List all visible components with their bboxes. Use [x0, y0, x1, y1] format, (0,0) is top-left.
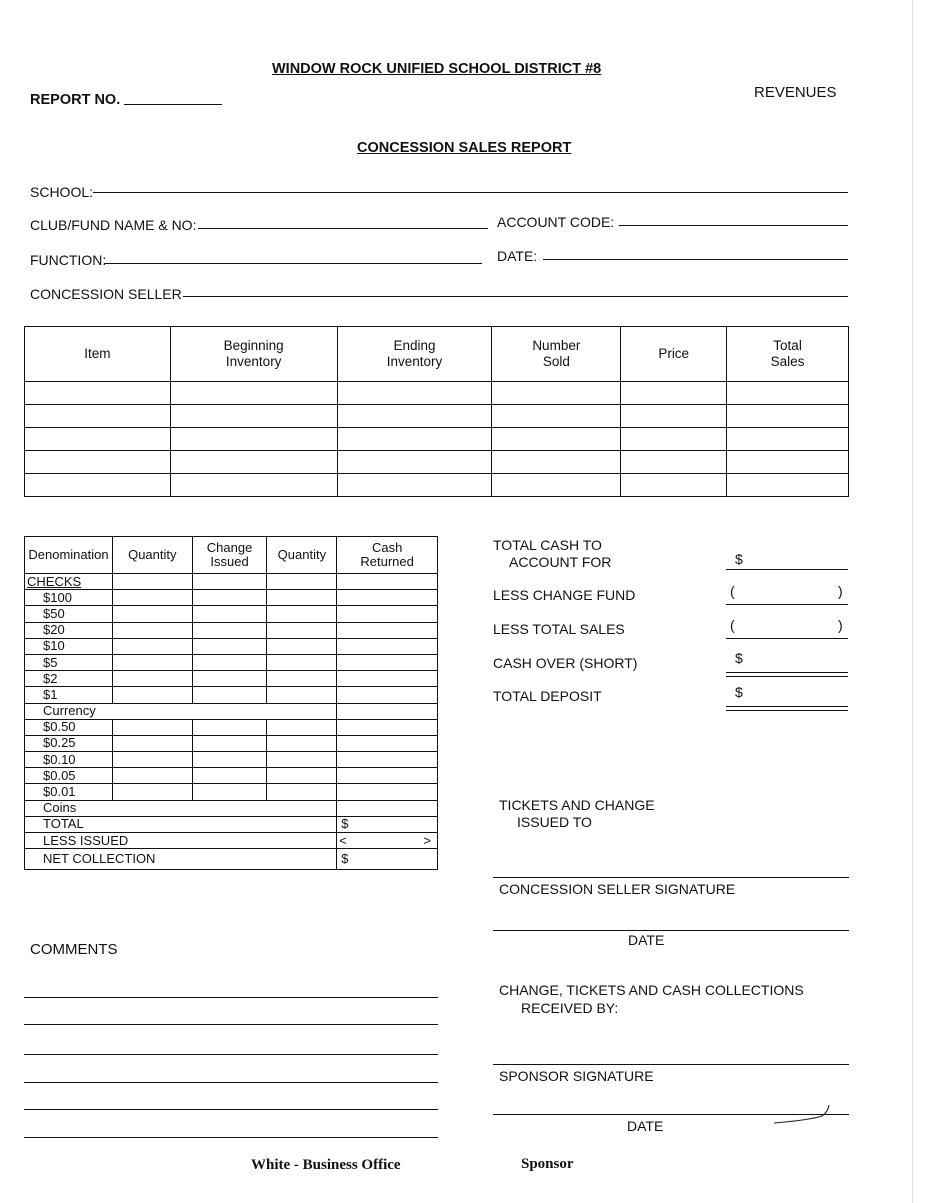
- comment-line[interactable]: [24, 1137, 438, 1138]
- cash-header-row: [25, 537, 438, 574]
- bill-row: [25, 671, 438, 687]
- seller-date-field[interactable]: [493, 930, 849, 931]
- currency-label: Currency: [25, 703, 337, 719]
- less-issued-row: [25, 833, 438, 849]
- comment-line[interactable]: [24, 1024, 438, 1025]
- total-cash-label-1: TOTAL CASH TO: [493, 537, 602, 553]
- total-sales-open: (: [730, 617, 735, 633]
- table-cell[interactable]: [112, 784, 192, 800]
- concession-seller-label: CONCESSION SELLER: [30, 286, 182, 302]
- table-cell[interactable]: [337, 382, 492, 405]
- district-title: WINDOW ROCK UNIFIED SCHOOL DISTRICT #8: [272, 61, 602, 77]
- table-cell[interactable]: [727, 382, 849, 405]
- table-cell[interactable]: [192, 622, 267, 638]
- club-fund-label: CLUB/FUND NAME & NO:: [30, 217, 197, 233]
- table-cell[interactable]: [267, 784, 337, 800]
- table-cell[interactable]: [192, 638, 267, 654]
- table-cell[interactable]: [337, 800, 438, 816]
- less-total-sales-label: LESS TOTAL SALES: [493, 621, 625, 637]
- table-cell[interactable]: [267, 606, 337, 622]
- col-denomination: Denomination: [25, 537, 113, 574]
- table-cell[interactable]: [192, 590, 267, 606]
- bill-label: $2: [25, 671, 113, 687]
- table-cell[interactable]: [337, 719, 438, 735]
- coin-row: [25, 768, 438, 784]
- total-cash-label-2: ACCOUNT FOR: [509, 554, 612, 570]
- inventory-table: [24, 326, 849, 497]
- table-cell[interactable]: [112, 606, 192, 622]
- cash-table: [24, 536, 438, 870]
- table-row: [25, 405, 849, 428]
- total-row: [25, 816, 438, 832]
- table-cell[interactable]: [267, 622, 337, 638]
- table-cell[interactable]: [170, 428, 337, 451]
- table-cell[interactable]: [112, 671, 192, 687]
- table-cell[interactable]: [112, 687, 192, 703]
- account-code-label: ACCOUNT CODE:: [497, 214, 615, 230]
- comment-line[interactable]: [24, 1082, 438, 1083]
- table-cell[interactable]: [267, 735, 337, 751]
- table-cell[interactable]: [337, 687, 438, 703]
- total-sales-close: ): [838, 617, 843, 633]
- table-cell[interactable]: [337, 703, 438, 719]
- table-cell[interactable]: [170, 451, 337, 474]
- coin-row: [25, 719, 438, 735]
- school-label: SCHOOL:: [30, 184, 94, 200]
- coins-row: [25, 800, 438, 816]
- change-fund-open: (: [730, 583, 735, 599]
- table-cell[interactable]: [492, 382, 621, 405]
- table-cell[interactable]: [337, 622, 438, 638]
- bill-label: $20: [25, 622, 113, 638]
- total-cash-dollar: $: [735, 551, 743, 567]
- table-cell[interactable]: [492, 474, 621, 497]
- coin-label: $0.50: [25, 719, 113, 735]
- table-cell[interactable]: [192, 752, 267, 768]
- bill-row: [25, 687, 438, 703]
- col-price: Price: [621, 327, 727, 382]
- table-cell[interactable]: [267, 671, 337, 687]
- col-item: Item: [25, 327, 171, 382]
- tickets-issued-label-2: ISSUED TO: [517, 814, 592, 830]
- table-cell[interactable]: [727, 428, 849, 451]
- table-cell[interactable]: [267, 638, 337, 654]
- coin-label: $0.01: [25, 784, 113, 800]
- copy-sponsor-label: Sponsor: [521, 1156, 574, 1172]
- received-by-label-1: CHANGE, TICKETS AND CASH COLLECTIONS: [499, 982, 804, 998]
- table-cell[interactable]: [192, 654, 267, 670]
- table-cell[interactable]: [112, 654, 192, 670]
- table-cell[interactable]: [25, 382, 171, 405]
- function-field[interactable]: [104, 263, 482, 264]
- table-cell[interactable]: [492, 451, 621, 474]
- checks-row: [25, 574, 438, 590]
- table-cell[interactable]: [192, 687, 267, 703]
- table-cell[interactable]: [25, 428, 171, 451]
- col-ending-inventory: Ending Inventory: [337, 327, 492, 382]
- table-cell[interactable]: [170, 405, 337, 428]
- bill-label: $1: [25, 687, 113, 703]
- coins-label: Coins: [25, 800, 337, 816]
- school-field[interactable]: [93, 192, 848, 193]
- table-cell[interactable]: [727, 451, 849, 474]
- table-cell[interactable]: [337, 654, 438, 670]
- table-cell[interactable]: [337, 405, 492, 428]
- seller-date-label: DATE: [628, 932, 665, 948]
- coin-label: $0.10: [25, 752, 113, 768]
- col-quantity-2: Quantity: [267, 537, 337, 574]
- table-cell[interactable]: [337, 474, 492, 497]
- total-label: TOTAL: [25, 816, 337, 832]
- table-cell[interactable]: [337, 451, 492, 474]
- sponsor-signature-label: SPONSOR SIGNATURE: [499, 1068, 654, 1084]
- account-code-field[interactable]: [619, 225, 848, 226]
- col-total-sales: Total Sales: [727, 327, 849, 382]
- bill-row: [25, 638, 438, 654]
- coin-row: [25, 752, 438, 768]
- scan-edge: [912, 0, 913, 1203]
- total-deposit-field[interactable]: [726, 706, 848, 711]
- club-fund-field[interactable]: [198, 228, 488, 229]
- table-cell[interactable]: [192, 574, 267, 590]
- table-row: [25, 474, 849, 497]
- table-cell[interactable]: [621, 474, 727, 497]
- table-cell[interactable]: [25, 474, 171, 497]
- inventory-header-row: [25, 327, 849, 382]
- table-cell[interactable]: [192, 719, 267, 735]
- table-cell[interactable]: [267, 574, 337, 590]
- table-cell[interactable]: [192, 784, 267, 800]
- comment-line[interactable]: [24, 1109, 438, 1110]
- table-cell[interactable]: [337, 768, 438, 784]
- col-beginning-inventory: Beginning Inventory: [170, 327, 337, 382]
- table-cell[interactable]: [192, 671, 267, 687]
- net-collection-value[interactable]: $: [337, 849, 438, 870]
- table-cell[interactable]: [727, 474, 849, 497]
- sponsor-date-label: DATE: [627, 1118, 664, 1134]
- table-cell[interactable]: [192, 768, 267, 784]
- change-fund-field[interactable]: [726, 604, 848, 605]
- table-cell[interactable]: [621, 451, 727, 474]
- pen-stroke-mark: [770, 1102, 832, 1126]
- table-cell[interactable]: [267, 687, 337, 703]
- seller-signature-label: CONCESSION SELLER SIGNATURE: [499, 881, 736, 897]
- coin-row: [25, 735, 438, 751]
- table-cell[interactable]: [192, 735, 267, 751]
- table-cell[interactable]: [621, 428, 727, 451]
- total-deposit-dollar: $: [735, 684, 743, 700]
- date-field[interactable]: [543, 259, 848, 260]
- report-no-label: REPORT NO.: [30, 92, 121, 108]
- total-value[interactable]: $: [337, 816, 438, 832]
- total-deposit-label: TOTAL DEPOSIT: [493, 688, 602, 704]
- table-cell[interactable]: [170, 382, 337, 405]
- sponsor-signature-field[interactable]: [493, 1064, 849, 1065]
- less-issued-value[interactable]: < >: [337, 833, 438, 849]
- table-cell[interactable]: [337, 590, 438, 606]
- table-cell[interactable]: [170, 474, 337, 497]
- table-cell[interactable]: [112, 590, 192, 606]
- table-cell[interactable]: [112, 735, 192, 751]
- less-issued-label: LESS ISSUED: [25, 833, 337, 849]
- cash-over-short-field[interactable]: [726, 672, 848, 677]
- table-cell[interactable]: [25, 405, 171, 428]
- bill-row: [25, 590, 438, 606]
- currency-row: [25, 703, 438, 719]
- net-collection-row: [25, 849, 438, 870]
- table-cell[interactable]: [267, 768, 337, 784]
- bill-row: [25, 622, 438, 638]
- comments-label: COMMENTS: [30, 941, 118, 958]
- table-cell[interactable]: [337, 606, 438, 622]
- comment-line[interactable]: [24, 1054, 438, 1055]
- less-change-fund-label: LESS CHANGE FUND: [493, 587, 636, 603]
- table-cell[interactable]: [621, 382, 727, 405]
- table-cell[interactable]: [267, 654, 337, 670]
- table-cell[interactable]: [492, 428, 621, 451]
- bill-row: [25, 654, 438, 670]
- table-cell[interactable]: [25, 451, 171, 474]
- col-number-sold: Number Sold: [492, 327, 621, 382]
- table-cell[interactable]: [267, 752, 337, 768]
- date-label: DATE:: [497, 248, 538, 264]
- table-cell[interactable]: [337, 671, 438, 687]
- table-cell[interactable]: [337, 784, 438, 800]
- function-label: FUNCTION:: [30, 252, 107, 268]
- bill-label: $100: [25, 590, 113, 606]
- bill-row: [25, 606, 438, 622]
- concession-seller-field[interactable]: [183, 296, 848, 297]
- table-cell[interactable]: [267, 719, 337, 735]
- table-cell[interactable]: [337, 574, 438, 590]
- table-cell[interactable]: [621, 405, 727, 428]
- table-cell[interactable]: [267, 590, 337, 606]
- category-label: REVENUES: [754, 84, 837, 101]
- bill-label: $10: [25, 638, 113, 654]
- table-cell[interactable]: [337, 638, 438, 654]
- col-cash-returned: Cash Returned: [337, 537, 438, 574]
- change-fund-close: ): [838, 583, 843, 599]
- checks-label: CHECKS: [25, 574, 113, 590]
- comment-line[interactable]: [24, 997, 438, 998]
- table-cell[interactable]: [337, 735, 438, 751]
- cash-over-dollar: $: [735, 650, 743, 666]
- coin-row: [25, 784, 438, 800]
- coin-label: $0.25: [25, 735, 113, 751]
- table-cell[interactable]: [112, 752, 192, 768]
- table-cell[interactable]: [112, 768, 192, 784]
- table-cell[interactable]: [112, 574, 192, 590]
- net-collection-label: NET COLLECTION: [25, 849, 337, 870]
- table-cell[interactable]: [112, 622, 192, 638]
- tickets-issued-label-1: TICKETS AND CHANGE: [499, 797, 655, 813]
- coin-label: $0.05: [25, 768, 113, 784]
- cash-over-short-label: CASH OVER (SHORT): [493, 655, 638, 671]
- bill-label: $50: [25, 606, 113, 622]
- total-sales-field[interactable]: [726, 638, 848, 639]
- table-row: [25, 451, 849, 474]
- col-quantity: Quantity: [112, 537, 192, 574]
- bill-label: $5: [25, 654, 113, 670]
- table-cell[interactable]: [112, 719, 192, 735]
- total-cash-field[interactable]: [726, 569, 848, 570]
- table-cell[interactable]: [727, 405, 849, 428]
- report-no-field[interactable]: [124, 104, 222, 105]
- table-cell[interactable]: [337, 752, 438, 768]
- received-by-label-2: RECEIVED BY:: [521, 1000, 619, 1016]
- table-row: [25, 382, 849, 405]
- table-cell[interactable]: [492, 405, 621, 428]
- report-title: CONCESSION SALES REPORT: [357, 140, 572, 156]
- table-cell[interactable]: [112, 638, 192, 654]
- seller-signature-field[interactable]: [493, 877, 849, 878]
- copy-white-label: White - Business Office: [251, 1157, 401, 1173]
- table-cell[interactable]: [337, 428, 492, 451]
- col-change-issued: Change Issued: [192, 537, 267, 574]
- table-cell[interactable]: [192, 606, 267, 622]
- table-row: [25, 428, 849, 451]
